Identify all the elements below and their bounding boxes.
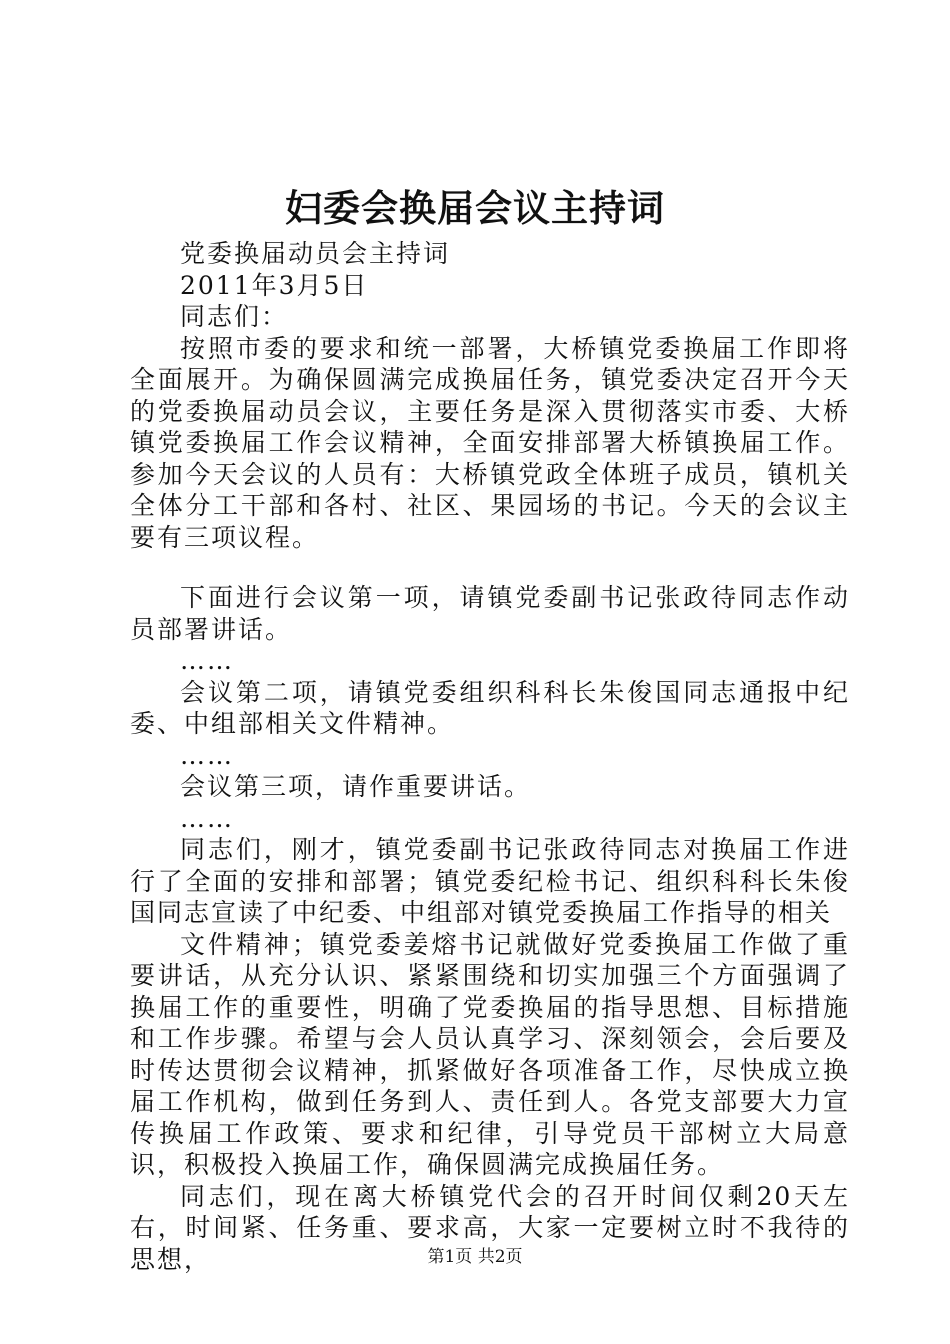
- ellipsis-line: ……: [180, 803, 234, 833]
- body-paragraph: 同志们，刚才，镇党委副书记张政待同志对换届工作进行了全面的安排和部署；镇党委纪检书记、组织科科长朱俊国同志宣读了中纪委、中组部对镇党委换届工作指导的相关: [130, 835, 850, 927]
- ellipsis-line: ……: [180, 646, 234, 675]
- body-paragraph: 文件精神；镇党委姜熔书记就做好党委换届工作做了重要讲话，从充分认识、紧紧围绕和切实加强三个方面强调了换届工作的重要性，明确了党委换届的指导思想、目标措施和工作步骤。希望与会人员认真学习、深刻领会，会后要及时传达贯彻会议精神，抓紧做好各项准备工作，尽快成立换届工作机构，做到任务到人、责任到人。各党支部要大力宣传换届工作政策、要求和纪律，引导党员干部树立大局意识，积极投入换届工作，确保圆满完成换届任务。: [130, 929, 850, 1179]
- subtitle-paragraph: 党委换届动员会主持词: [180, 239, 451, 268]
- ellipsis-line: ……: [180, 740, 234, 770]
- body-paragraph: 按照市委的要求和统一部署，大桥镇党委换届工作即将全面展开。为确保圆满完成换届任务，镇党委决定召开今天的党委换届动员会议，主要任务是深入贯彻落实市委、大桥镇党委换届工作会议精神，全面安排部署大桥镇换届工作。参加今天会议的人员有：大桥镇党政全体班子成员，镇机关全体分工干部和各村、社区、果园场的书记。今天的会议主要有三项议程。: [130, 333, 850, 552]
- document-body: [130, 238, 850, 1275]
- body-paragraph: 同志们，现在离大桥镇党代会的召开时间仅剩20天左右，时间紧、任务重、要求高，大家一定要树立时不我待的思想，: [130, 1181, 850, 1274]
- body-paragraph: 会议第三项，请作重要讲话。: [180, 772, 532, 801]
- body-paragraph: 会议第二项，请镇党委组织科科长朱俊国同志通报中纪委、中组部相关文件精神。: [130, 677, 850, 738]
- salutation-paragraph: 同志们：: [180, 302, 289, 331]
- date-paragraph: 2011年3月5日: [180, 270, 369, 300]
- body-paragraph: 下面进行会议第一项，请镇党委副书记张政待同志作动员部署讲话。: [130, 583, 850, 644]
- document-title: 妇委会换届会议主持词: [285, 186, 665, 230]
- page-number-footer: 第1页 共2页: [427, 1247, 523, 1267]
